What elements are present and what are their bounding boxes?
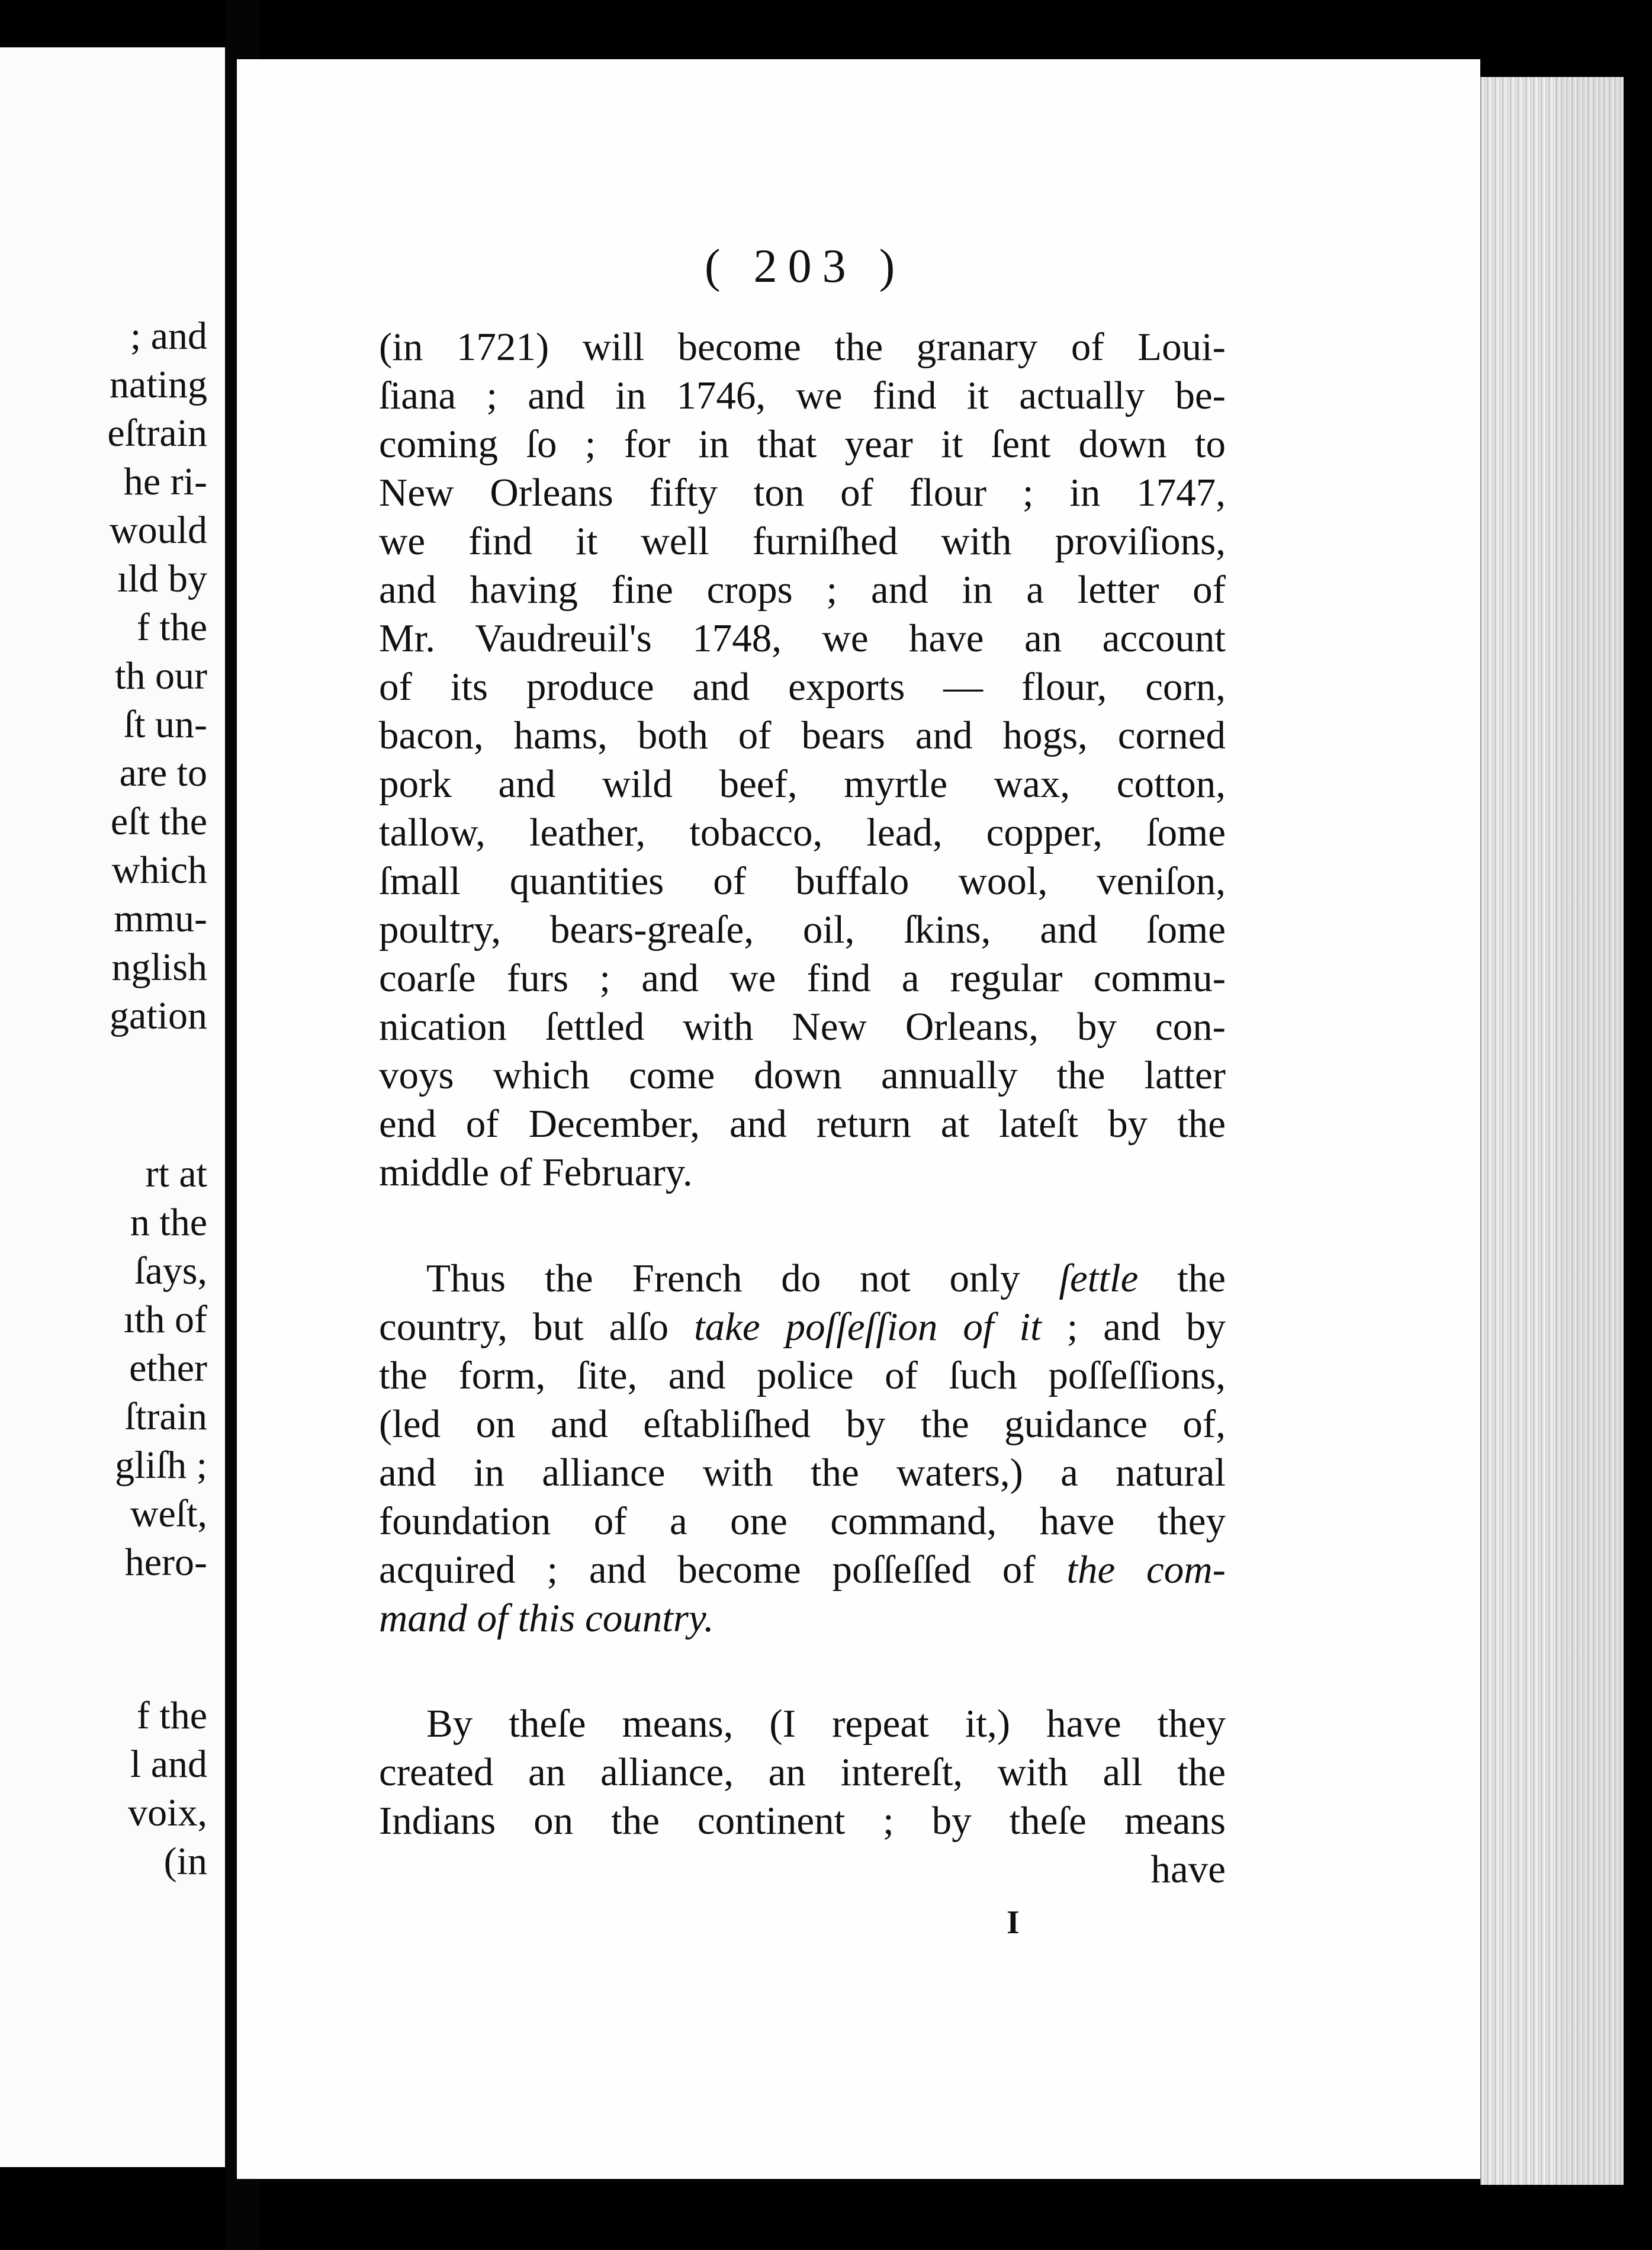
- left-page-line: ıth of: [123, 1298, 207, 1341]
- text-run: acquired ; and become poſſeſſed of: [379, 1548, 1067, 1592]
- left-page-line: th our: [115, 654, 207, 698]
- text-line: ſmall quantities of buffalo wool, veniſon,: [379, 859, 1226, 903]
- left-page-line: (in: [163, 1840, 207, 1883]
- text-line: nication ſettled with New Orleans, by con-: [379, 1005, 1226, 1049]
- text-run: country, but alſo: [379, 1305, 695, 1349]
- left-page-line: ; and: [130, 314, 207, 358]
- left-page-fragment: [0, 47, 225, 2167]
- left-page-line: hero-: [124, 1541, 207, 1584]
- left-page-line: voix,: [128, 1791, 207, 1834]
- left-page-line: f the: [136, 606, 207, 649]
- left-page-line: ſt un-: [123, 703, 207, 746]
- text-line: poultry, bears-greaſe, oil, ſkins, and ſome: [379, 908, 1226, 952]
- text-line: middle of February.: [379, 1150, 693, 1194]
- text-line: (in 1721) will become the granary of Loui-: [379, 325, 1226, 369]
- left-page-line: f the: [136, 1694, 207, 1737]
- page-edges: [1480, 77, 1624, 2185]
- text-line: and in alliance with the waters,) a natural: [379, 1451, 1226, 1494]
- text-line: New Orleans fifty ton of flour ; in 1747,: [379, 471, 1226, 515]
- text-line: coarſe furs ; and we find a regular commu-: [379, 956, 1226, 1000]
- left-page-line: n the: [130, 1201, 207, 1244]
- text-run: Thus the French do not only: [426, 1256, 1059, 1300]
- text-line: Indians on the continent ; by theſe means: [379, 1799, 1226, 1843]
- text-line: ſiana ; and in 1746, we find it actually be-: [379, 374, 1226, 417]
- left-page-line: would: [110, 509, 207, 552]
- text-line: [379, 1254, 1226, 1303]
- text-run: ; and by: [1041, 1305, 1226, 1349]
- text-line: coming ſo ; for in that year it ſent down to: [379, 422, 1226, 466]
- text-line: (led on and eſtabliſhed by the guidance of,: [379, 1402, 1226, 1446]
- left-page-line: nating: [110, 363, 207, 406]
- paragraph-3: [379, 1699, 1226, 1894]
- text-line: pork and wild beef, myrtle wax, cotton,: [379, 762, 1226, 806]
- italic-text: take poſſeſſion of it: [694, 1305, 1042, 1349]
- italic-text: the com-: [1066, 1548, 1226, 1592]
- text-run: the: [1138, 1256, 1226, 1300]
- italic-text: ſettle: [1059, 1256, 1139, 1300]
- left-page-line: rt at: [145, 1152, 207, 1195]
- text-line: of its produce and exports — flour, corn,: [379, 665, 1226, 709]
- text-line: voys which come down annually the latter: [379, 1053, 1226, 1097]
- text-line: [379, 1545, 1226, 1594]
- text-line: the form, ſite, and police of ſuch poſſeſſions,: [379, 1354, 1226, 1397]
- text-line: and having fine crops ; and in a letter of: [379, 568, 1226, 612]
- text-line: Mr. Vaudreuil's 1748, we have an account: [379, 616, 1226, 660]
- text-line: created an alliance, an intereſt, with all the: [379, 1750, 1226, 1794]
- left-page-line: gation: [110, 994, 207, 1037]
- left-page-line: ſays,: [134, 1249, 207, 1293]
- signature-mark: I: [1007, 1904, 1020, 1941]
- page-edges-inner: [1553, 77, 1624, 2185]
- page-number: ( 203 ): [705, 240, 906, 292]
- paragraph-2: [379, 1254, 1226, 1642]
- left-page-line: are to: [119, 751, 207, 795]
- left-page-line: gliſh ;: [115, 1444, 207, 1487]
- text-line: [379, 1303, 1226, 1351]
- left-page-line: mmu-: [114, 897, 207, 940]
- left-page-line: which: [111, 848, 207, 892]
- left-page-line: ether: [129, 1346, 207, 1390]
- left-page-line: weſt,: [130, 1492, 207, 1535]
- text-line: end of December, and return at lateſt by the: [379, 1102, 1226, 1146]
- left-page-line: l and: [130, 1743, 207, 1786]
- left-page-line: he ri-: [123, 460, 207, 503]
- left-page-line: ſtrain: [124, 1395, 207, 1438]
- text-line: foundation of a one command, have they: [379, 1499, 1226, 1543]
- left-page-line: eſtrain: [107, 412, 207, 455]
- text-line: By theſe means, (I repeat it,) have they: [426, 1702, 1226, 1746]
- text-line: mand of this country.: [379, 1596, 714, 1640]
- left-page-line: ıld by: [117, 557, 207, 600]
- left-page-line: nglish: [111, 946, 207, 989]
- text-line: we find it well furniſhed with proviſions,: [379, 519, 1226, 563]
- catchword-have: have: [1150, 1847, 1226, 1891]
- left-page-line: eſt the: [110, 800, 207, 843]
- text-line: bacon, hams, both of bears and hogs, corned: [379, 713, 1226, 757]
- paragraph-1: [379, 323, 1226, 1197]
- text-line: tallow, leather, tobacco, lead, copper, ſome: [379, 811, 1226, 854]
